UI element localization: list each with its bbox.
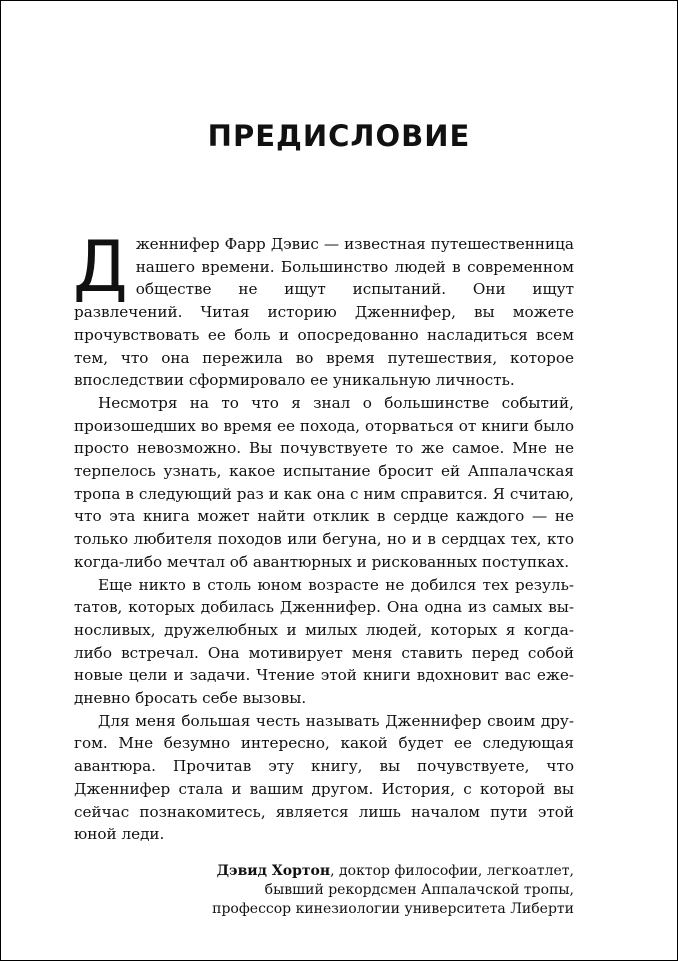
paragraph-1 — [73, 226, 574, 392]
paragraph-3: Еще никто в столь юном возрасте не добился тех результатов, которых добилась Дженнифер. Она одна из самых выносливых, дружелюбных и милых людей, которых я когда-либо встречал. Она мотивирует меня ставить перед собой новые цели и задачи. Чтение этой книги вдохновит вас ежедневно бросать себе вызовы. — [74, 575, 574, 708]
paragraph-2: Несмотря на то что я знал о большинстве событий, произошедших во время ее похода, оторваться от книги было просто невозможно. Вы почувствуете то же самое. Мне не терпелось узнать, какое испытание бросит ей Аппалачская тропа в следующий раз и как она с ним справится. Я считаю, что эта книга может найти отклик в сердце каждого — не только любителя походов или бегуна, но и в сердцах тех, кто когда-либо мечтал об авантюрных и рискованных поступках. — [74, 393, 574, 571]
page-title: ПРЕДИСЛОВИЕ — [207, 119, 471, 153]
body-text — [73, 226, 574, 919]
signature-credentials: , доктор философии, легкоатлет, — [330, 862, 574, 879]
signature-author: Дэвид Хортон — [216, 862, 331, 879]
signature-line-2: бывший рекордсмен Аппалачской тропы, — [264, 881, 574, 898]
drop-cap: Д — [73, 226, 128, 308]
signature-block — [74, 862, 574, 919]
paragraph-1-text: женнифер Фарр Дэвис — известная путешественница нашего времени. Большинство людей в современном обществе не ищут испытаний. Они ищут развлечений. Читая историю Дженнифер, вы можете прочувствовать ее боль и опосредованно насладиться всем тем, что она пережила во время путешествия, которое впоследствии сформировало ее уникальную личность. — [74, 235, 574, 390]
signature-line-1 — [74, 862, 574, 881]
signature-line-3: профессор кинезиологии университета Либерти — [212, 900, 574, 917]
paragraph-4: Для меня большая честь называть Дженнифер своим другом. Мне безумно интересно, какой будет ее следующая авантюра. Прочитав эту книгу, вы почувствуете, что Дженнифер стала и вашим другом. История, с которой вы сейчас познакомитесь, является лишь началом пути этой юной леди. — [74, 711, 574, 844]
